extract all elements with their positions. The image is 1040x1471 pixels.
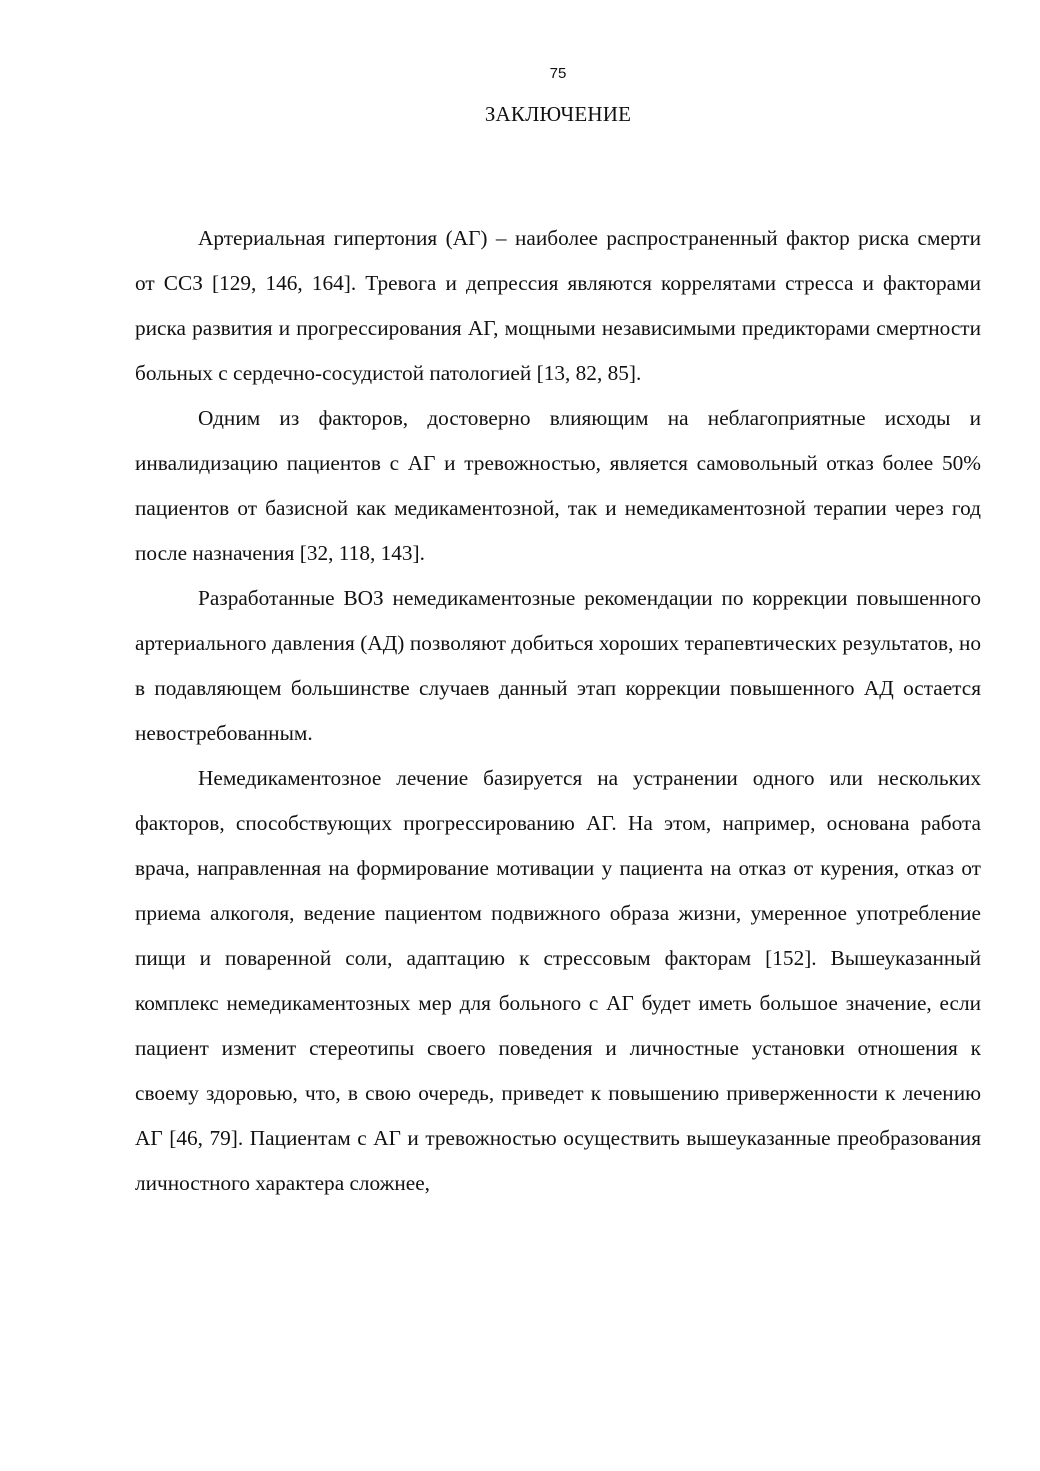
page-number: 75	[549, 65, 567, 82]
paragraph: Артериальная гипертония (АГ) – наиболее распространенный фактор риска смерти от ССЗ [129, 146, 164]. Тревога и депрессия являются коррелятами стресса и факторами риска развития и прогрессирования АГ, мощными независимыми предикторами смертности больных с сердечно-сосудистой патологией [13, 82, 85].	[135, 226, 981, 385]
document-body	[135, 216, 981, 1206]
paragraph: Немедикаментозное лечение базируется на устранении одного или нескольких факторов, способствующих прогрессированию АГ. На этом, например, основана работа врача, направленная на формирование мотивации у пациента на отказ от курения, отказ от приема алкоголя, ведение пациентом подвижного образа жизни, умеренное употребление пищи и поваренной соли, адаптацию к стрессовым факторам [152]. Вышеуказанный комплекс немедикаментозных мер для больного с АГ будет иметь большое значение, если пациент изменит стереотипы своего поведения и личностные установки отношения к своему здоровью, что, в свою очередь, приведет к повышению приверженности к лечению АГ [46, 79]. Пациентам с АГ и тревожностью осуществить вышеуказанные преобразования личностного характера сложнее,	[135, 766, 981, 1195]
paragraph: Разработанные ВОЗ немедикаментозные рекомендации по коррекции повышенного артериального давления (АД) позволяют добиться хороших терапевтических результатов, но в подавляющем большинстве случаев данный этап коррекции повышенного АД остается невостребованным.	[135, 586, 981, 745]
page-title: ЗАКЛЮЧЕНИЕ	[484, 102, 632, 126]
paragraph: Одним из факторов, достоверно влияющим на неблагоприятные исходы и инвалидизацию пациентов с АГ и тревожностью, является самовольный отказ более 50% пациентов от базисной как медикаментозной, так и немедикаментозной терапии через год после назначения [32, 118, 143].	[135, 406, 981, 565]
